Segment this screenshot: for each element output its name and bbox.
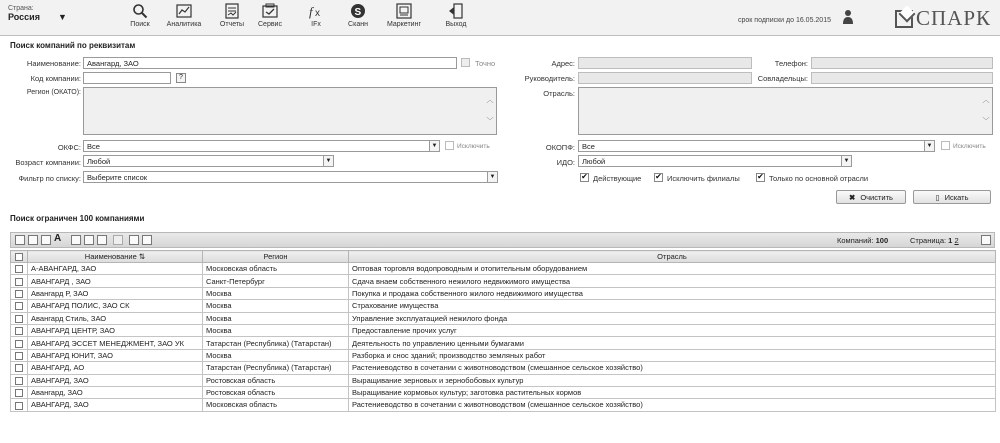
ido-label: ИДО: [556, 158, 575, 167]
service-icon [262, 3, 278, 19]
hand-icon[interactable] [142, 235, 152, 245]
table-row[interactable] [11, 362, 996, 374]
report-icon[interactable] [97, 235, 107, 245]
address-label: Адрес: [551, 59, 575, 68]
row-checkbox-cell[interactable] [11, 312, 28, 324]
tool-label: Сканн [348, 21, 368, 28]
logo-mark-icon [895, 10, 913, 28]
cell-name[interactable]: АВАНГАРД , ЗАО [28, 275, 203, 287]
chevron-down-icon[interactable]: ▼ [323, 156, 333, 166]
okfs-exclude-label: Исключить [457, 143, 490, 150]
cell-industry: Деятельность по управлению ценными бумагами [349, 337, 996, 349]
select-all-icon[interactable] [15, 235, 25, 245]
table-row[interactable] [11, 324, 996, 336]
cell-name[interactable]: АВАНГАРД, АО [28, 362, 203, 374]
reports-icon [224, 3, 240, 19]
cell-region: Московская область [203, 399, 349, 411]
table-row[interactable] [11, 386, 996, 398]
print-icon[interactable] [129, 235, 139, 245]
tool-label: Выход [445, 21, 467, 28]
cell-region: Татарстан (Республика) (Татарстан) [203, 337, 349, 349]
country-label: Страна: [8, 5, 34, 12]
row-checkbox-cell[interactable] [11, 386, 28, 398]
row-checkbox[interactable] [15, 302, 23, 310]
exact-label: Точно [475, 59, 496, 68]
okopf-exclude-label: Исключить [953, 143, 986, 150]
okfs-select[interactable] [83, 140, 440, 152]
cell-industry: Управление эксплуатацией нежилого фонда [349, 312, 996, 324]
cell-name[interactable]: АВАНГАРД ПОЛИС, ЗАО СК [28, 300, 203, 312]
ifrs-icon [308, 3, 324, 19]
okfs-value: Все [87, 142, 100, 151]
cell-region: Московская область [203, 263, 349, 275]
main-industry-label: Только по основной отрасли [769, 174, 869, 183]
search-icon [132, 3, 148, 19]
tool-scan[interactable] [336, 3, 380, 28]
tool-marketing[interactable] [382, 3, 426, 28]
name-label: Наименование: [26, 59, 81, 68]
cell-region: Татарстан (Республика) (Татарстан) [203, 362, 349, 374]
table-row[interactable] [11, 300, 996, 312]
results-title: Поиск ограничен 100 компаниями [10, 214, 145, 223]
tool-label: Сервис [258, 21, 282, 28]
industry-label: Отрасль: [543, 89, 575, 98]
table-row[interactable] [11, 312, 996, 324]
list-icon[interactable] [41, 235, 51, 245]
cell-industry: Сдача внаем собственного нежилого недвижимого имущества [349, 275, 996, 287]
row-checkbox[interactable] [15, 265, 23, 273]
cell-region: Ростовская область [203, 374, 349, 386]
cell-name[interactable]: А-АВАНГАРД, ЗАО [28, 263, 203, 275]
companies-label: Компаний: [837, 236, 874, 245]
cell-name[interactable]: АВАНГАРД ЭССЕТ МЕНЕДЖМЕНТ, ЗАО УК [28, 337, 203, 349]
founders-label: Совладельцы: [757, 74, 808, 83]
scroll-up-icon[interactable]: ︿ [982, 97, 990, 104]
address-input[interactable] [578, 57, 752, 69]
exit-icon [448, 3, 464, 19]
filter-select[interactable] [83, 171, 498, 183]
copy-icon[interactable] [71, 235, 81, 245]
row-checkbox-cell[interactable] [11, 300, 28, 312]
clear-button-label: Очистить [860, 192, 893, 202]
pages-label: Страница: [910, 236, 947, 245]
help-button[interactable]: ? [176, 73, 186, 83]
exact-checkbox[interactable] [461, 58, 470, 67]
row-checkbox-cell[interactable] [11, 362, 28, 374]
cell-industry: Выращивание зерновых и зернобобовых культур [349, 374, 996, 386]
age-value: Любой [87, 157, 111, 166]
results-toolbar [10, 232, 995, 248]
okopf-value: Все [582, 142, 595, 151]
head-input[interactable] [578, 72, 752, 84]
select-all-checkbox[interactable] [15, 253, 23, 261]
cell-name[interactable]: Авангард Р, ЗАО [28, 287, 203, 299]
row-checkbox-cell[interactable] [11, 287, 28, 299]
exclude-branches-checkbox[interactable] [654, 173, 663, 182]
svg-text:x: x [315, 8, 320, 19]
age-select[interactable] [83, 155, 334, 167]
industry-textarea[interactable] [578, 87, 993, 135]
table-header [11, 251, 996, 263]
row-checkbox[interactable] [15, 389, 23, 397]
okfs-label: ОКФС: [57, 143, 81, 152]
row-checkbox-cell[interactable] [11, 275, 28, 287]
cell-region: Москва [203, 312, 349, 324]
table-row[interactable] [11, 275, 996, 287]
cell-industry: Растениеводство в сочетании с животноводством (смешанное сельское хозяйство) [349, 362, 996, 374]
companies-number: 100 [875, 236, 889, 245]
cell-name[interactable]: АВАНГАРД, ЗАО [28, 374, 203, 386]
chevron-down-icon[interactable]: ▼ [924, 141, 934, 151]
region-label: Регион (ОКАТО): [26, 89, 81, 96]
column-industry[interactable]: Отрасль [349, 251, 996, 263]
code-input[interactable] [83, 72, 171, 84]
cell-region: Москва [203, 287, 349, 299]
search-form-title: Поиск компаний по реквизитам [10, 41, 136, 50]
tool-analytics[interactable] [162, 3, 206, 28]
cell-industry: Растениеводство в сочетании с животноводством (смешанное сельское хозяйство) [349, 399, 996, 411]
row-checkbox[interactable] [15, 315, 23, 323]
search-button-label: Искать [944, 192, 969, 202]
sort-icon[interactable]: ⇅ [138, 252, 146, 261]
cell-industry: Выращивание кормовых культур; заготовка растительных кормов [349, 386, 996, 398]
founders-input[interactable] [811, 72, 993, 84]
row-checkbox[interactable] [15, 352, 23, 360]
tool-service[interactable] [248, 3, 292, 28]
chevron-down-icon[interactable]: ▼ [429, 141, 439, 151]
main-industry-checkbox[interactable] [756, 173, 765, 182]
table-row[interactable] [11, 349, 996, 361]
row-checkbox[interactable] [15, 364, 23, 372]
cell-name[interactable]: Авангард, ЗАО [28, 386, 203, 398]
row-checkbox[interactable] [15, 278, 23, 286]
okopf-label: ОКОПФ: [545, 143, 575, 152]
chevron-down-icon[interactable]: ▼ [487, 172, 497, 182]
table-row[interactable] [11, 337, 996, 349]
scan-icon [350, 3, 366, 19]
ido-select[interactable] [578, 155, 852, 167]
row-checkbox[interactable] [15, 402, 23, 410]
cell-name[interactable]: АВАНГАРД ЦЕНТР, ЗАО [28, 324, 203, 336]
clear-button[interactable] [836, 190, 906, 204]
export-icon[interactable] [84, 235, 94, 245]
name-input[interactable]: Авангард, ЗАО [83, 57, 457, 69]
cell-industry: Покупка и продажа собственного жилого недвижимого имущества [349, 287, 996, 299]
cell-industry: Разборка и снос зданий; производство земляных работ [349, 349, 996, 361]
exclude-branches-label: Исключить филиалы [667, 174, 740, 183]
tool-label: Аналитика [166, 21, 202, 28]
chevron-down-icon[interactable]: ▼ [841, 156, 851, 166]
column-name-label: Наименование [84, 252, 137, 261]
row-checkbox-cell[interactable] [11, 374, 28, 386]
analytics-icon [176, 3, 192, 19]
search-button[interactable] [913, 190, 991, 204]
tool-label: Поиск [130, 21, 150, 28]
marketing-icon [396, 3, 412, 19]
grid-settings-icon[interactable] [981, 235, 991, 245]
table-row[interactable] [11, 374, 996, 386]
svg-text:S: S [354, 7, 362, 18]
filter-label: Фильтр по списку: [18, 174, 81, 183]
cell-industry: Страхование имущества [349, 300, 996, 312]
row-checkbox-cell[interactable] [11, 263, 28, 275]
user-icon[interactable] [842, 9, 854, 25]
column-region[interactable]: Регион [203, 251, 349, 263]
font-icon[interactable]: A [54, 233, 62, 244]
select-all-checkbox-cell[interactable] [11, 251, 28, 263]
head-label: Руководитель: [524, 74, 575, 83]
page-total[interactable]: 2 [954, 236, 959, 245]
chevron-down-icon[interactable]: ▼ [57, 12, 67, 22]
table-row[interactable] [11, 399, 996, 411]
tool-exit[interactable] [434, 3, 478, 28]
companies-count [837, 236, 888, 245]
row-checkbox-cell[interactable] [11, 324, 28, 336]
row-checkbox[interactable] [15, 290, 23, 298]
row-checkbox[interactable] [15, 340, 23, 348]
region-textarea[interactable] [83, 87, 497, 135]
ido-value: Любой [582, 157, 606, 166]
okopf-select[interactable] [578, 140, 935, 152]
document-search-icon: ▯ [935, 192, 940, 202]
tool-label: Отчеты [219, 21, 245, 28]
cell-name[interactable]: АВАНГАРД, ЗАО [28, 399, 203, 411]
results-table [10, 250, 996, 412]
deselect-icon[interactable] [28, 235, 38, 245]
cell-name[interactable]: АВАНГАРД ЮНИТ, ЗАО [28, 349, 203, 361]
cell-region: Москва [203, 324, 349, 336]
active-checkbox[interactable] [580, 173, 589, 182]
tool-label: Маркетинг [386, 21, 422, 28]
cell-industry: Предоставление прочих услуг [349, 324, 996, 336]
scroll-up-icon[interactable]: ︿ [486, 97, 494, 104]
code-label: Код компании: [30, 74, 81, 83]
spark-logo [895, 6, 991, 31]
filter-value: Выберите список [87, 173, 148, 182]
cell-region: Санкт-Петербург [203, 275, 349, 287]
table-row[interactable] [11, 263, 996, 275]
clear-icon: ✖ [849, 192, 856, 202]
row-checkbox[interactable] [15, 327, 23, 335]
logo-text: СПАРК [916, 6, 992, 30]
tool-search[interactable] [118, 3, 162, 28]
active-label: Действующие [593, 174, 642, 183]
okfs-exclude-checkbox[interactable] [445, 141, 454, 150]
subscription-info: срок подписки до 16.05.2015 [738, 17, 831, 24]
row-checkbox-cell[interactable] [11, 399, 28, 411]
phone-input[interactable] [811, 57, 993, 69]
table-row[interactable] [11, 287, 996, 299]
age-label: Возраст компании: [15, 158, 81, 167]
row-checkbox-cell[interactable] [11, 337, 28, 349]
top-toolbar [0, 0, 1000, 36]
column-name[interactable] [28, 251, 203, 263]
svg-text:f: f [309, 4, 313, 19]
country-selector[interactable] [8, 5, 67, 22]
row-checkbox[interactable] [15, 377, 23, 385]
okopf-exclude-checkbox[interactable] [941, 141, 950, 150]
pagination [910, 236, 959, 245]
tool-label: IFx [311, 21, 321, 28]
row-checkbox-cell[interactable] [11, 349, 28, 361]
scroll-down-icon[interactable]: ﹀ [982, 118, 990, 125]
cell-name[interactable]: Авангард Стиль, ЗАО [28, 312, 203, 324]
country-value[interactable]: Россия [8, 12, 40, 22]
cell-region: Москва [203, 349, 349, 361]
cell-region: Ростовская область [203, 386, 349, 398]
scroll-down-icon[interactable]: ﹀ [486, 118, 494, 125]
phone-label: Телефон: [774, 59, 808, 68]
cell-region: Москва [203, 300, 349, 312]
page-current[interactable]: 1 [948, 236, 953, 245]
disabled-icon [113, 235, 123, 245]
cell-industry: Оптовая торговля водопроводным и отопительным оборудованием [349, 263, 996, 275]
tool-ifrs[interactable] [294, 3, 338, 28]
